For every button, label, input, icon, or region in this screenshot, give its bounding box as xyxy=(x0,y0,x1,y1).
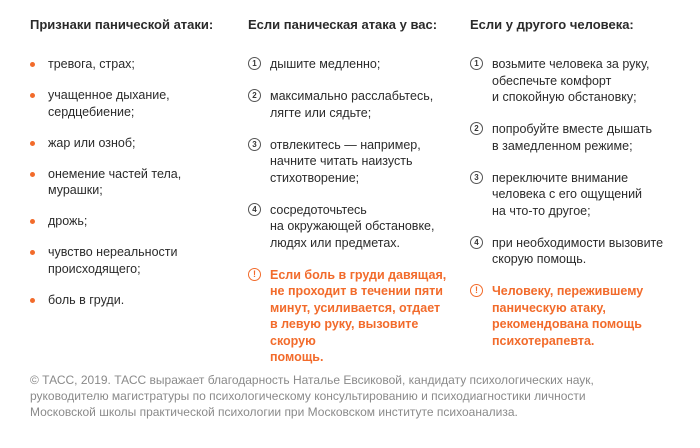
number-circle-icon: 3 xyxy=(470,171,483,184)
footer-line: Московской школы практической психологии при Московском институте психоанализа. xyxy=(30,405,518,419)
list-item: учащенное дыхание, сердцебиение; xyxy=(30,87,235,120)
list-item: 4 сосредоточьтесь на окружающей обстановке, людях или предметах. xyxy=(248,202,463,252)
list-item: 1 возьмите человека за руку, обеспечьте комфорт и спокойную обстановку; xyxy=(470,56,690,106)
bullet-dot-icon xyxy=(30,250,35,255)
list-item: тревога, страх; xyxy=(30,56,235,73)
list-item: 4 при необходимости вызовите скорую помощь. xyxy=(470,235,690,268)
number-circle-icon: 2 xyxy=(470,122,483,135)
bullet-dot-icon xyxy=(30,298,35,303)
list-item: 2 попробуйте вместе дышать в замедленном режиме; xyxy=(470,121,690,154)
number-circle-icon: 1 xyxy=(470,57,483,70)
symptoms-column xyxy=(30,16,235,323)
self-help-title: Если паническая атака у вас: xyxy=(248,17,438,32)
list-item: 3 отвлекитесь — например, начните читать наизусть стихотворение; xyxy=(248,137,463,187)
footer-line: © ТАСС, 2019. ТАСС выражает благодарность Наталье Евсиковой, кандидату психологических наук, xyxy=(30,373,594,387)
number-circle-icon: 3 xyxy=(248,138,261,151)
footer-line: руководителю магистратуры по психологическому консультированию и психодиагностики личности xyxy=(30,389,586,403)
help-others-list xyxy=(470,56,690,268)
bullet-dot-icon xyxy=(30,172,35,177)
bullet-dot-icon xyxy=(30,141,35,146)
list-item: онемение частей тела, мурашки; xyxy=(30,166,235,199)
number-circle-icon: 4 xyxy=(248,203,261,216)
exclamation-circle-icon: ! xyxy=(248,268,261,281)
self-help-list xyxy=(248,56,463,251)
self-help-warning: ! Если боль в груди давящая, не проходит в течении пяти минут, усиливается, отдает в левую руку, вызовите скорую помощь. xyxy=(248,267,463,366)
exclamation-circle-icon: ! xyxy=(470,284,483,297)
number-circle-icon: 4 xyxy=(470,236,483,249)
list-item: 2 максимально расслабьтесь, лягте или сядьте; xyxy=(248,88,463,121)
help-others-title: Если у другого человека: xyxy=(470,17,634,32)
bullet-dot-icon xyxy=(30,219,35,224)
help-others-column xyxy=(470,16,690,349)
list-item: чувство нереальности происходящего; xyxy=(30,244,235,277)
credits-footer xyxy=(30,372,680,420)
list-item: боль в груди. xyxy=(30,292,235,309)
bullet-dot-icon xyxy=(30,93,35,98)
list-item: дрожь; xyxy=(30,213,235,230)
list-item: 3 переключите внимание человека с его ощущений на что-то другое; xyxy=(470,170,690,220)
list-item: жар или озноб; xyxy=(30,135,235,152)
number-circle-icon: 1 xyxy=(248,57,261,70)
help-others-warning: ! Человеку, пережившему паническую атаку, рекомендована помощь психотерапевта. xyxy=(470,283,690,349)
symptoms-title: Признаки панической атаки: xyxy=(30,17,214,32)
bullet-dot-icon xyxy=(30,62,35,67)
symptoms-list xyxy=(30,56,235,308)
list-item: 1 дышите медленно; xyxy=(248,56,463,73)
self-help-column xyxy=(248,16,463,366)
number-circle-icon: 2 xyxy=(248,89,261,102)
